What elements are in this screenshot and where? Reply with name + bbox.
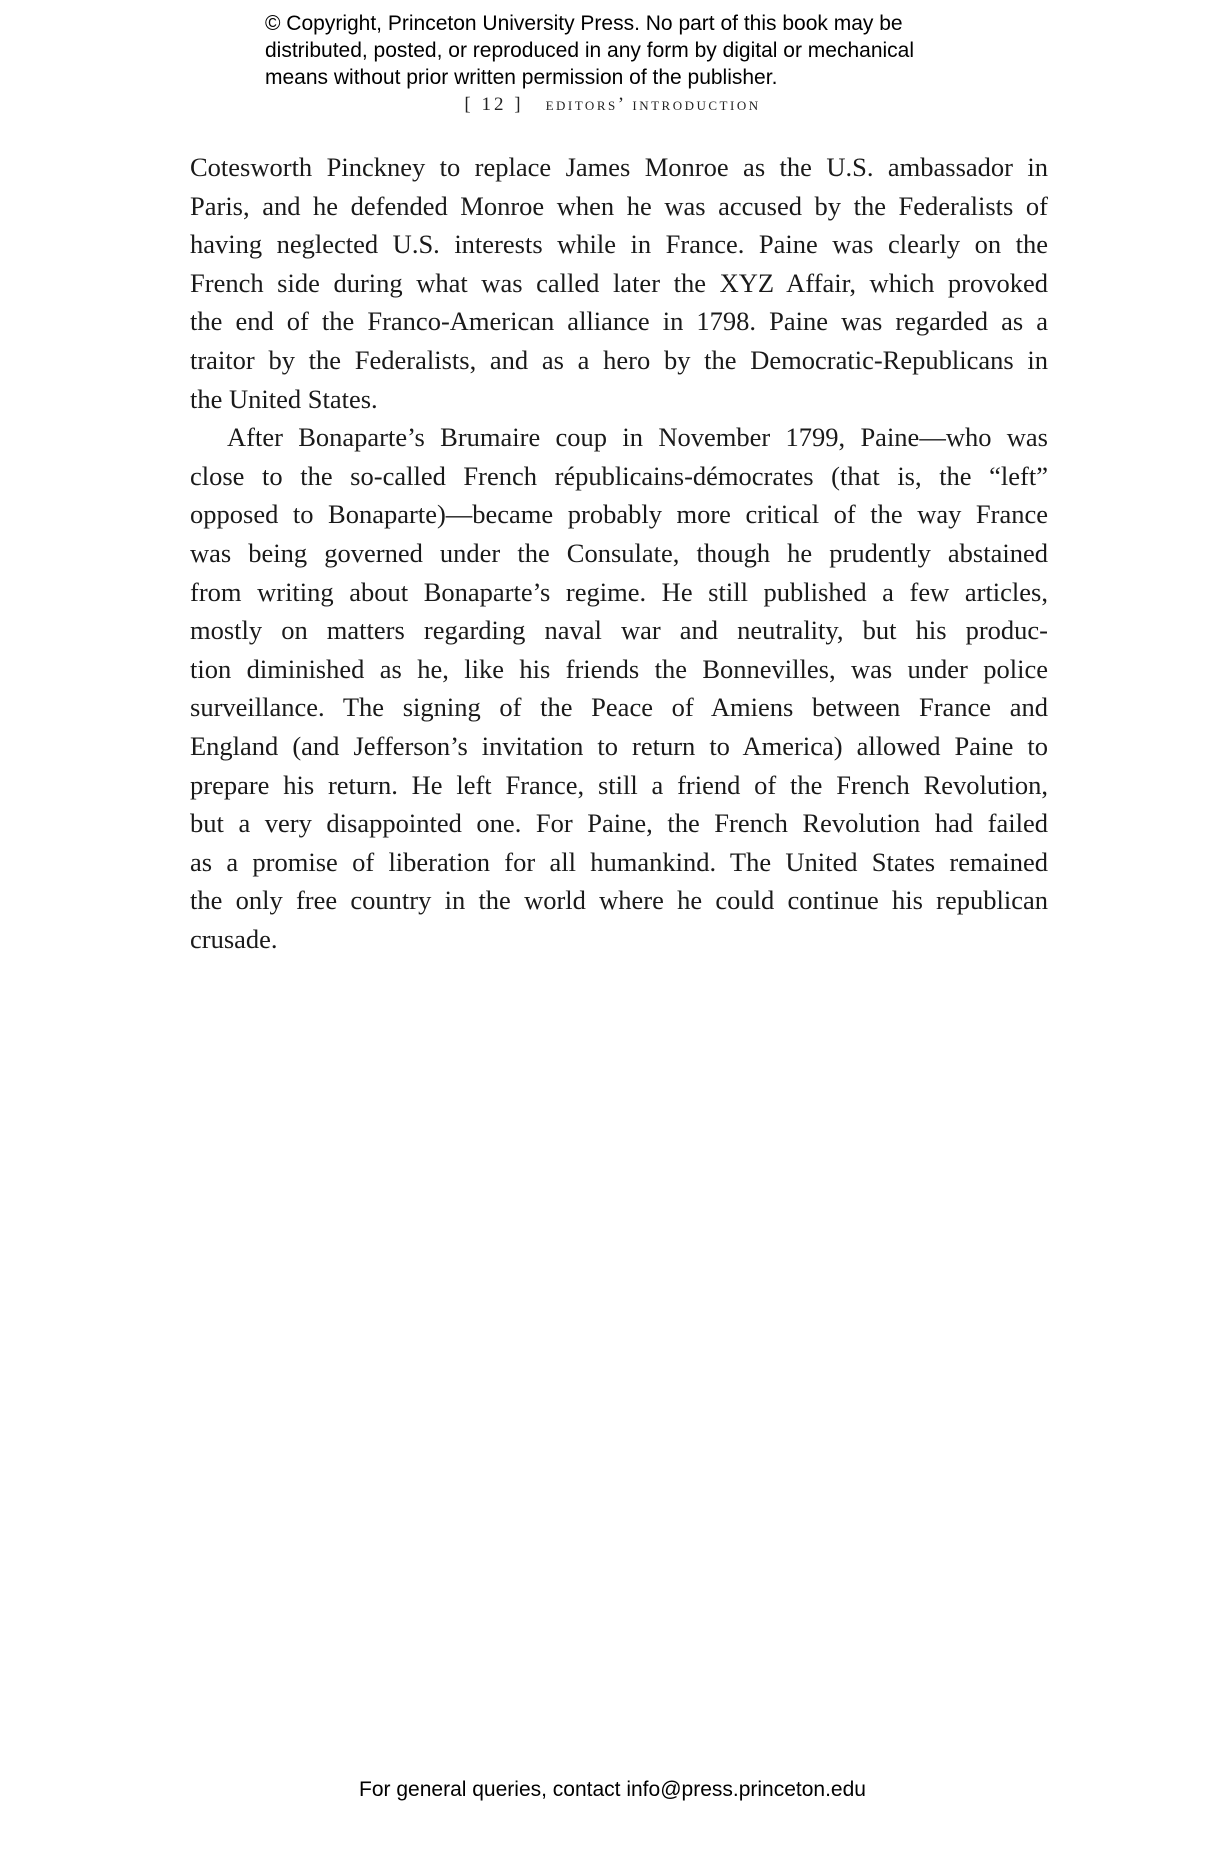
running-head <box>0 94 1225 116</box>
page-number: [ 12 ] <box>464 94 524 115</box>
text-line: Paris, and he defended Monroe when he was accused by the Federalists of <box>190 190 1048 221</box>
text-line: having neglected U.S. interests while in France. Paine was clearly on the <box>190 229 1048 260</box>
copyright-line: distributed, posted, or reproduced in any form by digital or mechanical <box>265 39 915 62</box>
copyright-notice <box>265 10 985 91</box>
text-line: from writing about Bonaparte’s regime. He still published a few articles, <box>190 576 1048 607</box>
text-line: opposed to Bonaparte)—became probably more critical of the way France <box>190 499 1048 530</box>
body-text <box>190 148 1048 958</box>
text-line: the United States. <box>190 383 378 414</box>
text-line: as a promise of liberation for all humankind. The United States remained <box>190 846 1048 877</box>
copyright-line: means without prior written permission of the publisher. <box>265 66 778 89</box>
text-line: close to the so-called French républicains-démocrates (that is, the “left” <box>190 460 1048 491</box>
copyright-line: © Copyright, Princeton University Press. No part of this book may be <box>265 12 903 35</box>
text-line: surveillance. The signing of the Peace of Amiens between France and <box>190 692 1048 723</box>
text-line: After Bonaparte’s Brumaire coup in November 1799, Paine—who was <box>227 422 1048 453</box>
text-line: mostly on matters regarding naval war and neutrality, but his produc- <box>190 615 1048 646</box>
text-line: the only free country in the world where he could continue his republican <box>190 885 1048 916</box>
paragraph <box>190 148 1048 418</box>
paragraph <box>190 418 1048 958</box>
text-line: England (and Jefferson’s invitation to return to America) allowed Paine to <box>190 730 1048 761</box>
text-line: tion diminished as he, like his friends the Bonnevilles, was under police <box>190 653 1048 684</box>
text-line: was being governed under the Consulate, though he prudently abstained <box>190 537 1048 568</box>
text-line: French side during what was called later the XYZ Affair, which provoked <box>190 267 1048 298</box>
text-line: prepare his return. He left France, still a friend of the French Revolution, <box>190 769 1048 800</box>
footer-contact: For general queries, contact info@press.princeton.edu <box>359 1778 866 1801</box>
text-line: the end of the Franco-American alliance in 1798. Paine was regarded as a <box>190 306 1048 337</box>
running-head-title: editors’ introduction <box>545 94 761 115</box>
text-line: crusade. <box>190 923 278 954</box>
text-line: Cotesworth Pinckney to replace James Monroe as the U.S. ambassador in <box>190 152 1048 182</box>
text-line: but a very disappointed one. For Paine, the French Revolution had failed <box>190 808 1048 839</box>
text-line: traitor by the Federalists, and as a hero by the Democratic-Republicans in <box>190 344 1048 375</box>
